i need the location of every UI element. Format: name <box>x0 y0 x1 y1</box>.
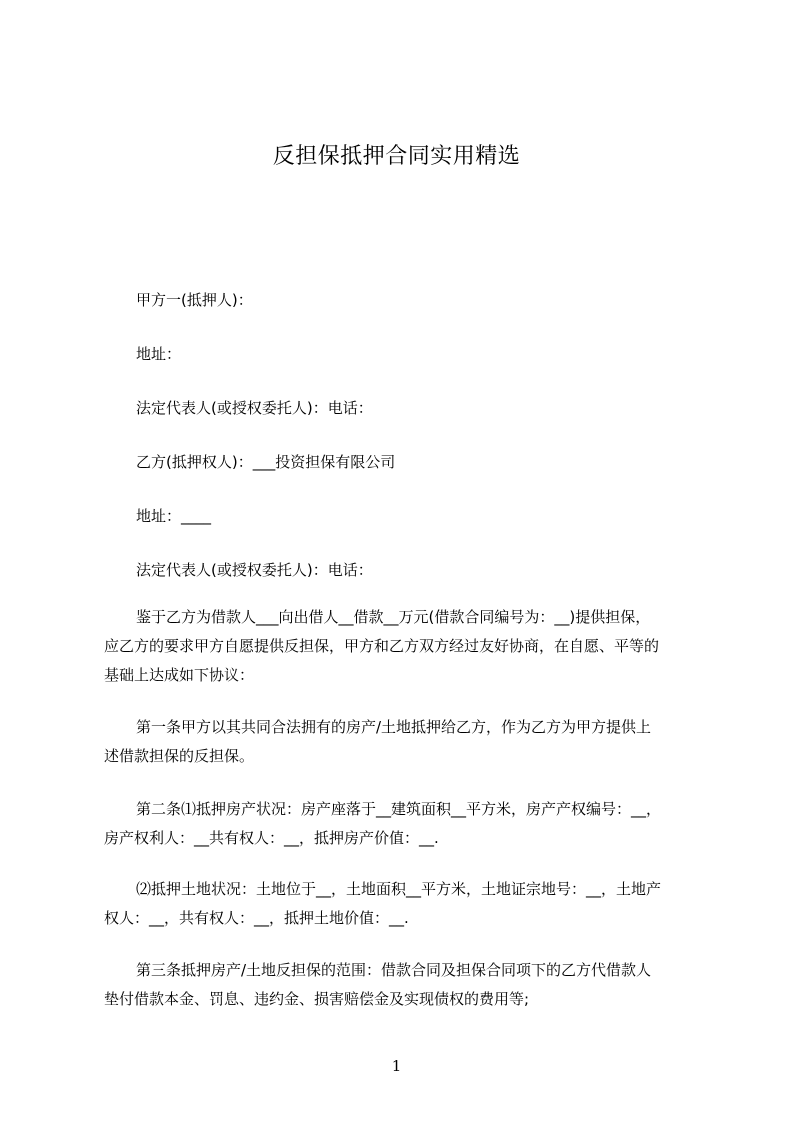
text-line: 乙方(抵押权人)：___投资担保有限公司 <box>136 453 396 471</box>
text-line: 甲方一(抵押人)： <box>136 291 253 309</box>
paragraph-article-2-land <box>104 875 708 933</box>
text-line: 权人：__，共有权人：__，抵押土地价值：__. <box>104 909 409 927</box>
paragraph-party-a-representative <box>104 394 708 423</box>
text-line: 第一条甲方以其共同合法拥有的房产/土地抵押给乙方，作为乙方为甲方提供上 <box>136 718 652 736</box>
text-line: ⑵抵押土地状况：土地位于__，土地面积__平方米，土地证宗地号：__，土地产 <box>136 880 662 898</box>
paragraph-party-b-address <box>104 502 708 531</box>
document-title: 反担保抵押合同实用精选 <box>272 144 521 169</box>
paragraph-article-3 <box>104 956 708 1014</box>
paragraph-preamble <box>104 603 708 690</box>
text-line: 第三条抵押房产/土地反担保的范围：借款合同及担保合同项下的乙方代借款人 <box>136 961 652 979</box>
page-number: 1 <box>391 1057 402 1075</box>
paragraph-article-2-property <box>104 795 708 853</box>
text-line: 基础上达成如下协议： <box>104 666 255 684</box>
text-line: 垫付借款本金、罚息、违约金、损害赔偿金及实现债权的费用等; <box>104 990 530 1008</box>
text-line: 应乙方的要求甲方自愿提供反担保，甲方和乙方双方经过友好协商，在自愿、平等的 <box>104 637 660 655</box>
text-line: 地址：____ <box>136 507 212 525</box>
text-line: 述借款担保的反担保。 <box>104 747 255 765</box>
paragraph-article-1 <box>104 713 708 771</box>
text-line: 第二条⑴抵押房产状况：房产座落于__建筑面积__平方米，房产产权编号：__， <box>136 800 662 818</box>
text-line: 法定代表人(或授权委托人)：电话： <box>136 561 373 579</box>
paragraph-party-b <box>104 448 708 477</box>
text-line: 房产权利人：__共有权人：__，抵押房产价值：__. <box>104 829 439 847</box>
paragraph-party-a <box>104 286 708 315</box>
paragraph-party-a-address <box>104 340 708 369</box>
text-line: 法定代表人(或授权委托人)：电话： <box>136 399 373 417</box>
text-line: 鉴于乙方为借款人___向出借人__借款__万元(借款合同编号为：__)提供担保， <box>136 608 651 626</box>
text-line: 地址： <box>136 345 182 363</box>
paragraph-party-b-representative <box>104 556 708 585</box>
